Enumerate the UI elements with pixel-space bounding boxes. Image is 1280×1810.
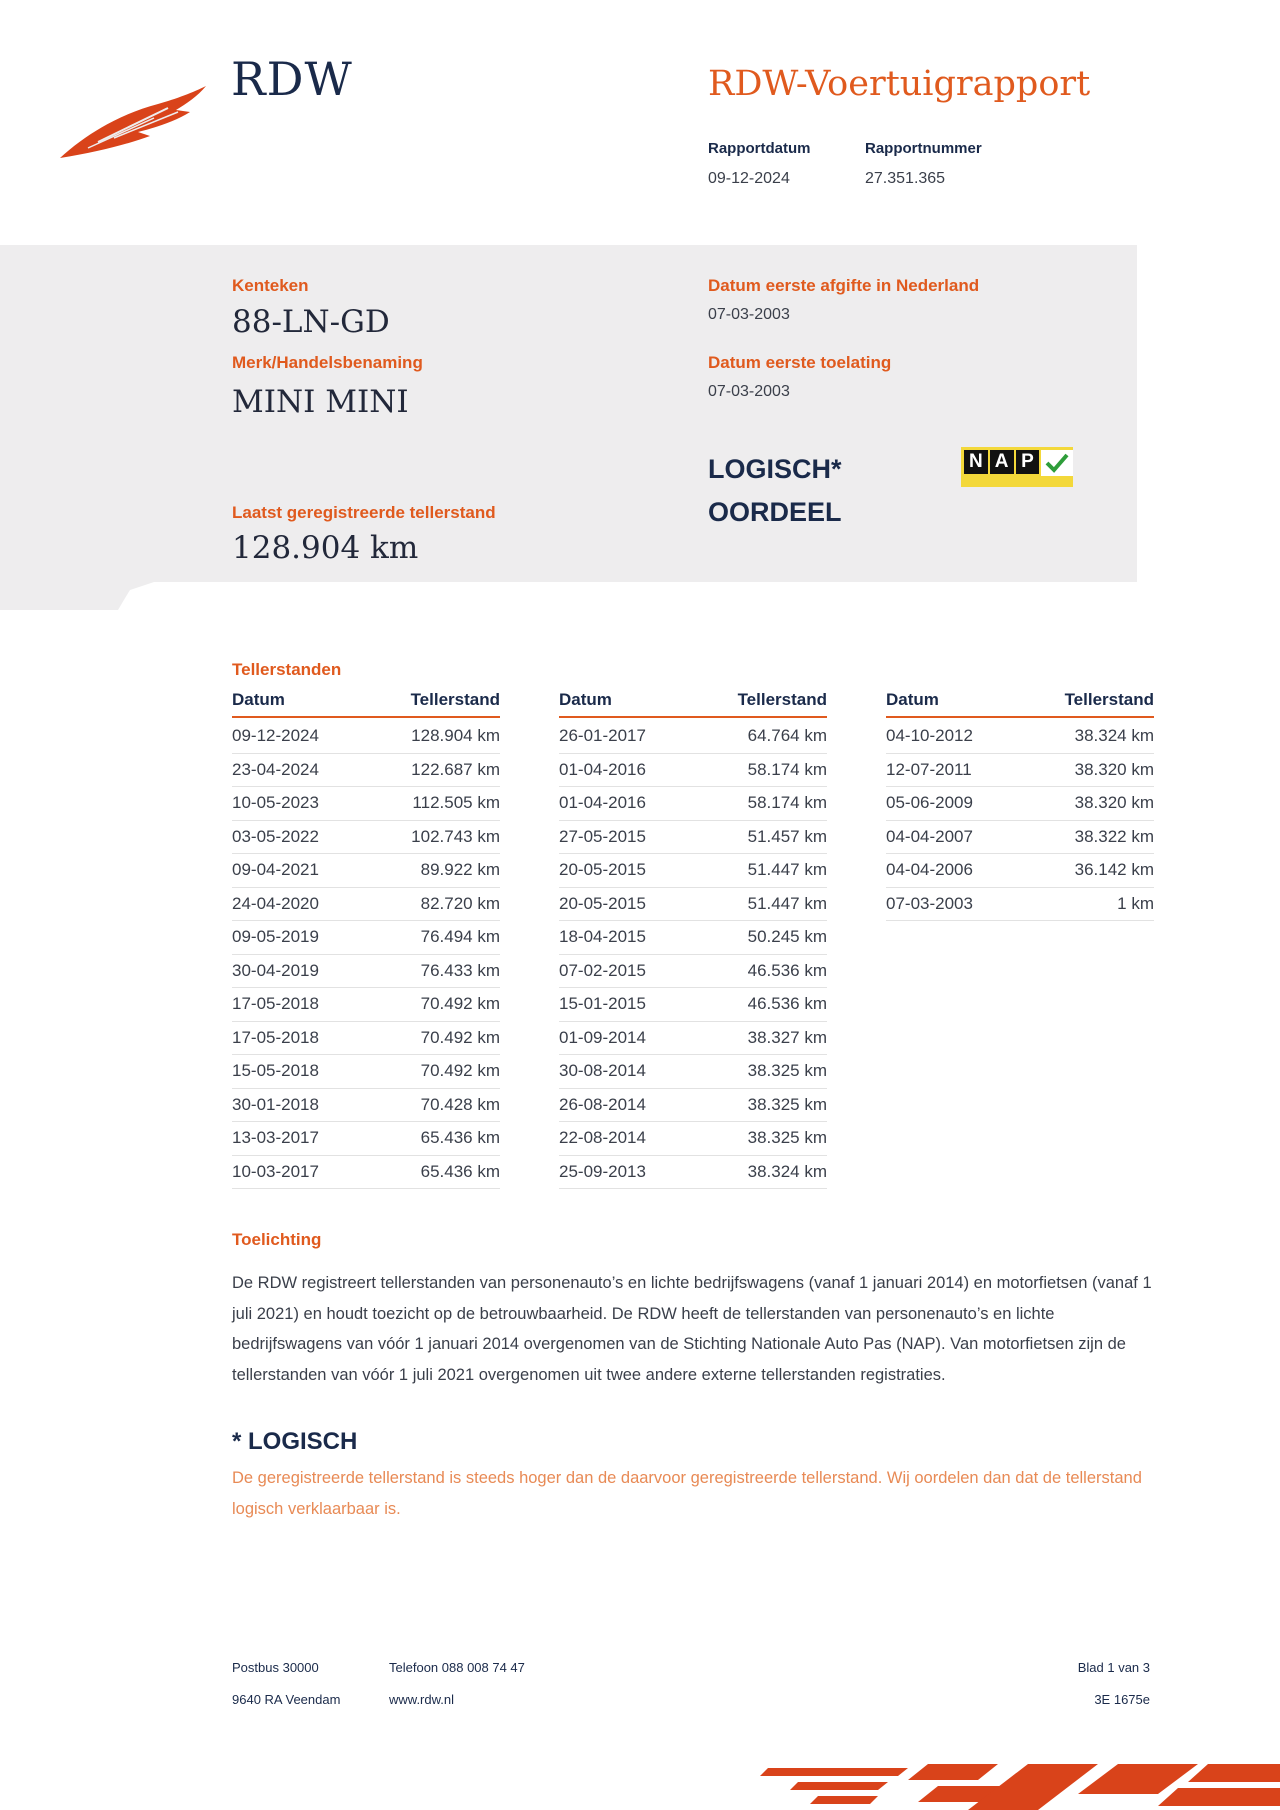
odometer-label: Laatst geregistreerde tellerstand [232,503,496,522]
footer-city: 9640 RA Veendam [232,1692,341,1707]
row-date: 09-05-2019 [232,927,319,947]
report-title: RDW-Voertuigrapport [708,64,1091,104]
row-date: 27-05-2015 [559,826,646,846]
row-date: 30-01-2018 [232,1094,319,1114]
report-date-label: Rapportdatum [708,140,811,157]
row-reading: 122.687 km [411,759,500,779]
row-reading: 82.720 km [420,893,500,913]
table-row [559,1089,827,1123]
row-reading: 51.447 km [747,893,827,913]
column-header-date: Datum [886,690,939,709]
column-header-reading: Tellerstand [1064,690,1154,709]
row-reading: 38.322 km [1074,826,1154,846]
row-reading: 76.433 km [420,960,500,980]
row-date: 01-04-2016 [559,793,646,813]
table-row [886,787,1154,821]
row-reading: 70.492 km [420,1061,500,1081]
row-date: 17-05-2018 [232,1027,319,1047]
table-row [559,988,827,1022]
make-label: Merk/Handelsbenaming [232,353,423,372]
row-date: 26-08-2014 [559,1094,646,1114]
row-date: 13-03-2017 [232,1128,319,1148]
column-header-date: Datum [559,690,612,709]
table-row [559,754,827,788]
row-reading: 70.492 km [420,994,500,1014]
row-reading: 76.494 km [420,927,500,947]
odometer-column-1 [232,690,500,1189]
row-date: 03-05-2022 [232,826,319,846]
footer-code: 3E 1675e [1094,1692,1150,1707]
column-header [559,690,827,718]
row-reading: 38.324 km [747,1161,827,1181]
first-admission-value: 07-03-2003 [708,383,790,400]
table-row [559,854,827,888]
odometer-table-title: Tellerstanden [232,660,342,679]
row-date: 22-08-2014 [559,1128,646,1148]
table-row [232,1089,500,1123]
table-row [559,787,827,821]
nap-badge [961,447,1073,487]
row-reading: 65.436 km [420,1161,500,1181]
row-reading: 102.743 km [411,826,500,846]
row-date: 20-05-2015 [559,860,646,880]
panel-tail-decoration [0,580,160,610]
row-reading: 38.324 km [1074,726,1154,746]
row-reading: 65.436 km [420,1128,500,1148]
plate-value: 88-LN-GD [232,304,390,340]
table-row [232,955,500,989]
table-row [232,921,500,955]
row-date: 10-05-2023 [232,793,319,813]
row-reading: 89.922 km [420,860,500,880]
row-date: 10-03-2017 [232,1161,319,1181]
column-header-reading: Tellerstand [737,690,827,709]
column-header-reading: Tellerstand [410,690,500,709]
row-date: 01-09-2014 [559,1027,646,1047]
footer-phone: Telefoon 088 008 74 47 [389,1660,525,1675]
explanation-text: De RDW registreert tellerstanden van personenauto’s en lichte bedrijfswagens (vanaf 1 januari 2014) en motorfietsen (vanaf 1 juli 2021) en houdt toezicht op de betrouwbaarheid. De RDW heeft de tellerstanden van personenauto’s en lichte bedrijfswagens van vóór 1 januari 2014 overgenomen van de Stichting Nationale Auto Pas (NAP). Van motorfietsen zijn de tellerstanden van vóór 1 juli 2021 overgenomen uit twee andere externe tellerstanden registraties. [232,1274,1152,1384]
nap-letter-a: A [990,450,1014,474]
row-date: 26-01-2017 [559,726,646,746]
table-row [886,754,1154,788]
table-row [232,888,500,922]
table-row [232,1055,500,1089]
row-reading: 38.320 km [1074,759,1154,779]
report-date: 09-12-2024 [708,170,790,187]
odometer-column-3 [886,690,1154,921]
row-reading: 38.325 km [747,1094,827,1114]
row-date: 23-04-2024 [232,759,319,779]
table-row [886,821,1154,855]
table-row [232,821,500,855]
row-date: 07-03-2003 [886,893,973,913]
row-date: 09-12-2024 [232,726,319,746]
table-row [559,1156,827,1190]
footer-page-number: Blad 1 van 3 [1077,1660,1150,1675]
explanation-title: Toelichting [232,1230,322,1249]
table-row [232,988,500,1022]
nap-letter-n: N [964,450,988,474]
row-reading: 112.505 km [412,793,500,813]
table-row [559,821,827,855]
row-date: 12-07-2011 [886,759,972,779]
first-issue-nl-label: Datum eerste afgifte in Nederland [708,276,980,295]
row-date: 04-10-2012 [886,726,973,746]
table-row [886,720,1154,754]
row-reading: 51.457 km [747,826,827,846]
logisch-heading: * LOGISCH [232,1428,358,1455]
row-date: 15-05-2018 [232,1061,319,1081]
table-row [232,1022,500,1056]
row-date: 15-01-2015 [559,994,646,1014]
row-reading: 38.325 km [747,1061,827,1081]
first-issue-nl-value: 07-03-2003 [708,306,790,323]
row-reading: 36.142 km [1074,860,1154,880]
rdw-logo [58,82,208,160]
table-row [559,921,827,955]
row-reading: 58.174 km [747,759,827,779]
row-reading: 38.325 km [747,1128,827,1148]
table-row [886,888,1154,922]
report-number-label: Rapportnummer [865,140,982,157]
table-row [559,720,827,754]
table-row [232,1122,500,1156]
row-reading: 58.174 km [747,793,827,813]
row-reading: 50.245 km [747,927,827,947]
odometer-column-2 [559,690,827,1189]
row-reading: 38.320 km [1074,793,1154,813]
verdict-line-2: OORDEEL [708,497,842,527]
row-date: 09-04-2021 [232,860,319,880]
logisch-text: De geregistreerde tellerstand is steeds hoger dan de daarvoor geregistreerde tellerstand. Wij oordelen dan dat de tellerstand logisch verklaarbaar is. [232,1469,1142,1518]
row-date: 05-06-2009 [886,793,973,813]
row-date: 24-04-2020 [232,893,319,913]
row-reading: 1 km [1117,893,1154,913]
row-reading: 46.536 km [747,960,827,980]
nap-letter-p: P [1016,450,1040,474]
table-row [232,787,500,821]
row-reading: 128.904 km [411,726,500,746]
row-date: 17-05-2018 [232,994,319,1014]
table-row [232,854,500,888]
table-row [559,955,827,989]
make-value: MINI MINI [232,384,409,420]
table-row [232,1156,500,1190]
row-reading: 64.764 km [747,726,827,746]
row-date: 25-09-2013 [559,1161,646,1181]
report-number: 27.351.365 [865,170,946,187]
table-row [559,1122,827,1156]
footer-po-box: Postbus 30000 [232,1660,319,1675]
table-row [886,854,1154,888]
row-reading: 70.492 km [420,1027,500,1047]
row-date: 04-04-2006 [886,860,973,880]
row-date: 18-04-2015 [559,927,646,947]
row-date: 01-04-2016 [559,759,646,779]
table-row [232,720,500,754]
plate-label: Kenteken [232,276,309,295]
table-row [232,754,500,788]
footer-website[interactable]: www.rdw.nl [389,1692,455,1707]
verdict-line-1: LOGISCH* [708,454,842,484]
row-date: 07-02-2015 [559,960,646,980]
footer-stripes-decoration [738,1760,1280,1810]
odometer-value: 128.904 km [232,530,419,566]
row-reading: 51.447 km [747,860,827,880]
first-admission-label: Datum eerste toelating [708,353,892,372]
row-date: 30-04-2019 [232,960,319,980]
column-header-date: Datum [232,690,285,709]
row-reading: 70.428 km [420,1094,500,1114]
row-reading: 38.327 km [747,1027,827,1047]
check-icon [1041,450,1073,476]
column-header [886,690,1154,718]
column-header [232,690,500,718]
row-date: 20-05-2015 [559,893,646,913]
brand-name: RDW [231,52,353,106]
row-reading: 46.536 km [747,994,827,1014]
row-date: 30-08-2014 [559,1061,646,1081]
row-date: 04-04-2007 [886,826,973,846]
table-row [559,1055,827,1089]
table-row [559,888,827,922]
table-row [559,1022,827,1056]
